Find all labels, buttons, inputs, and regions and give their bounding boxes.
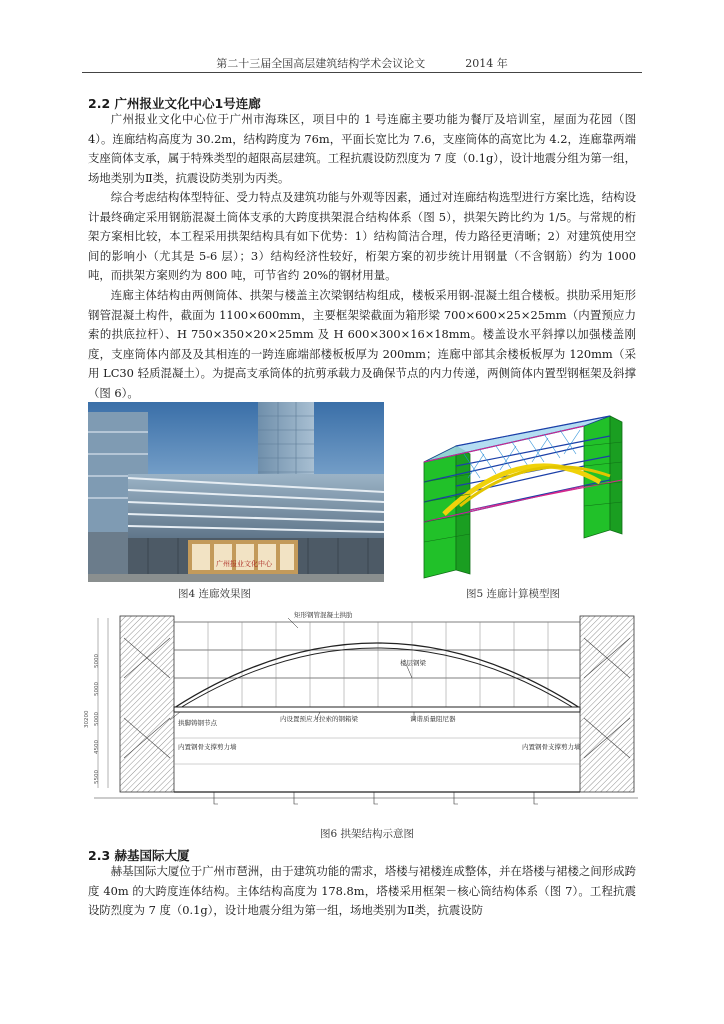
label-arch-node: 拱脚铸钢节点 [178, 719, 217, 727]
figure-4-caption: 图4 连廊效果图 [178, 588, 252, 600]
dim-b: 5000 [94, 682, 100, 696]
figure-5-model [404, 398, 636, 582]
section-heading-2-2: 2.2 广州报业文化中心1号连廊 [88, 96, 261, 111]
figure-6-caption: 图6 拱架结构示意图 [320, 828, 415, 840]
paragraph-2-3-1: 赫基国际大厦位于广州市琶洲，由于建筑功能的需求，塔楼与裙楼连成整体，并在塔楼与裙楼之间形成跨度 40m 的大跨度连体结构。主体结构高度为 178.8m，塔楼采用框架－核心筒结构体系（图 7）。工程抗震设防烈度为 7 度（0.1g），设计地震分组为第一组，场地类别为Ⅱ类，抗震设防 [88, 864, 636, 918]
paragraph-2-2-2: 综合考虑结构体型特征、受力特点及建筑功能与外观等因素，通过对连廊结构选型进行方案比选，结构设计最终确定采用钢筋混凝土筒体支承的大跨度拱架混合结构体系（图 5），拱架矢跨比约为 1/5。与常规的桁架方案相比较，本工程采用拱架结构具有如下优势：1）结构简洁合理，传力路径更清晰；2）对建筑使用空间的影响小（尤其是 5-6 层）；3）结构经济性较好，桁架方案的初步统计用钢量（不含钢筋）约为 1000 吨，而拱架方案则约为 800 吨，可节省约 20%的钢材用量。 [88, 190, 636, 283]
label-floor-beam: 楼层钢梁 [400, 659, 426, 667]
label-tmd: 调谐质量阻尼器 [410, 715, 456, 723]
section-heading-2-3: 2.3 赫基国际大厦 [88, 848, 190, 863]
dim-c: 5000 [94, 712, 100, 726]
figure-5-caption: 图5 连廊计算模型图 [466, 588, 561, 600]
figure-4-sign: 广州报业文化中心 [216, 560, 272, 568]
figure-4-rendering [88, 402, 384, 582]
dim-d: 4500 [94, 740, 100, 754]
figure-6-schematic [84, 608, 638, 820]
paragraph-2-2-3: 连廊主体结构由两侧筒体、拱架与楼盖主次梁钢结构组成，楼板采用钢-混凝土组合楼板。拱肋采用矩形钢管混凝土构件，截面为 1100×600mm，主要框架梁截面为箱形梁 700×600×25×25mm（内置预应力索的拱底拉杆）、H 750×350×20×25mm 及 H 600×300×16×18mm。楼盖设水平斜撑以加强楼盖刚度，支座筒体内部及及其相连的一跨连廊端部楼板板厚为 200mm；连廊中部其余楼板板厚为 120mm（采用 LC30 轻质混凝土）。为提高支承筒体的抗剪承载力及确保节点的内力传递，两侧筒体内置型钢框架及斜撑（图 6）。 [88, 288, 636, 400]
dim-e: 5500 [94, 770, 100, 784]
label-shear-wall-right: 内置钢骨支撑剪力墙 [522, 743, 581, 751]
label-arch-rib: 矩形钢管混凝土拱肋 [294, 611, 353, 619]
header-year: 2014 年 [465, 57, 508, 70]
header-rule [82, 72, 642, 73]
paragraph-2-2-1: 广州报业文化中心位于广州市海珠区，项目中的 1 号连廊主要功能为餐厅及培训室，屋面为花园（图 4）。连廊结构高度为 30.2m，结构跨度为 76m，平面长宽比为 7.6，支座筒体的高宽比为 4.2，连廊靠两端支座筒体支承，属于特殊类型的超限高层建筑。工程抗震设防烈度为 7 度（0.1g），设计地震分组为第一组，场地类别为Ⅱ类，抗震设防类别为丙类。 [88, 112, 636, 185]
header-conference: 第二十三届全国高层建筑结构学术会议论文 [216, 57, 426, 70]
dim-total: 30200 [84, 710, 90, 728]
dim-a: 5000 [94, 654, 100, 668]
label-tie-beam: 内设置预应力拉索的钢箱梁 [280, 715, 358, 723]
label-shear-wall-left: 内置钢骨支撑剪力墙 [178, 743, 237, 751]
running-header [82, 55, 642, 71]
